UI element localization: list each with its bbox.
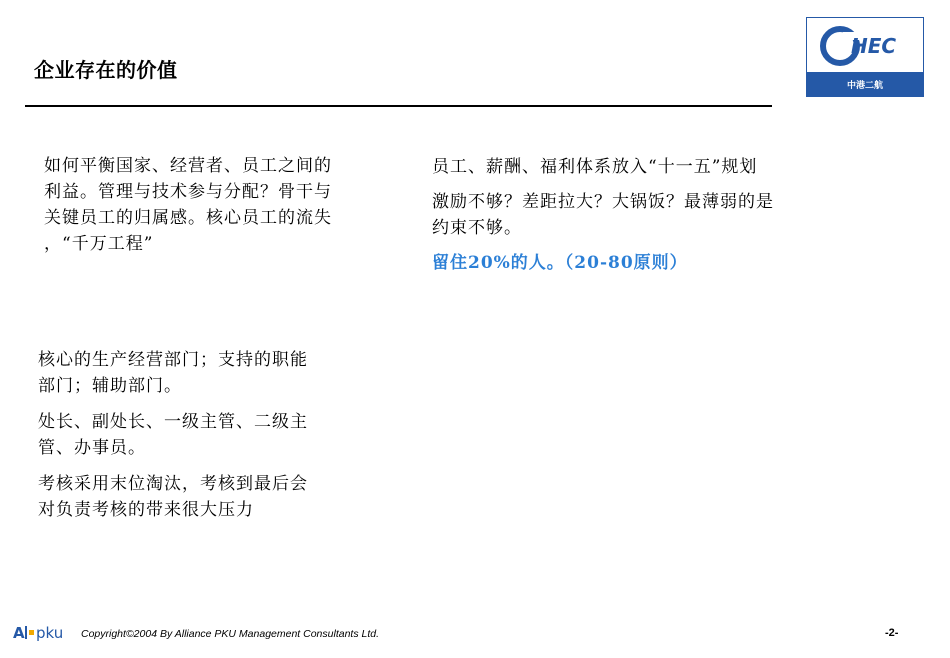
svg-text:A: A xyxy=(13,624,25,642)
alipku-logo xyxy=(13,624,73,646)
left-top-line-4: ，“千万工程” xyxy=(44,234,154,254)
left-bottom-para-3-line-1: 考核采用末位淘汰，考核到最后会 xyxy=(38,474,308,494)
right-top-para-2-line-2: 约束不够。 xyxy=(432,218,522,238)
right-top-para-1-line: 员工、薪酬、福利体系放入“十一五”规划 xyxy=(432,157,758,177)
svg-text:pku: pku xyxy=(36,624,64,642)
slide-title: 企业存在的价值 xyxy=(34,58,178,82)
left-bottom-para-2 xyxy=(38,409,378,461)
left-top-line-1: 如何平衡国家、经营者、员工之间的 xyxy=(44,156,332,176)
chec-logo-bar xyxy=(807,72,923,96)
left-bottom-para-2-line-1: 处长、副处长、一级主管、二级主 xyxy=(38,412,308,432)
retention-highlight: 留住20%的人。（20-80原则） xyxy=(432,253,688,273)
left-bottom-para-1-line-2: 部门；辅助部门。 xyxy=(38,376,182,396)
right-top-para-2-line-1: 激励不够？差距拉大？大锅饭？最薄弱的是 xyxy=(432,192,774,212)
left-bottom-block xyxy=(38,347,378,523)
page-number: -2- xyxy=(885,627,899,639)
left-top-block xyxy=(44,153,400,257)
left-bottom-para-3-line-2: 对负责考核的带来很大压力 xyxy=(38,500,254,520)
chec-logo-caption: 中港二航 xyxy=(846,80,883,91)
right-top-para-2 xyxy=(432,189,862,241)
right-top-para-1 xyxy=(432,154,862,180)
left-bottom-para-1-line-1: 核心的生产经营部门；支持的职能 xyxy=(38,350,308,370)
footer-copyright: Copyright©2004 By Alliance PKU Management Consultants Ltd. xyxy=(81,628,380,640)
left-bottom-para-1 xyxy=(38,347,378,399)
right-top-highlight-wrap xyxy=(432,250,862,276)
left-bottom-para-3 xyxy=(38,471,378,523)
left-top-line-2: 利益。管理与技术参与分配？骨干与 xyxy=(44,182,332,202)
right-top-block xyxy=(432,154,862,276)
chec-emblem-icon xyxy=(807,18,923,73)
title-underline xyxy=(25,105,772,107)
chec-wordmark: HEC xyxy=(851,34,897,58)
chec-logo-mark xyxy=(807,18,923,73)
left-top-line-3: 关键员工的归属感。核心员工的流失 xyxy=(44,208,332,228)
chec-logo xyxy=(806,17,924,97)
left-bottom-para-2-line-2: 管、办事员。 xyxy=(38,438,146,458)
alipku-logo-icon xyxy=(13,624,73,642)
